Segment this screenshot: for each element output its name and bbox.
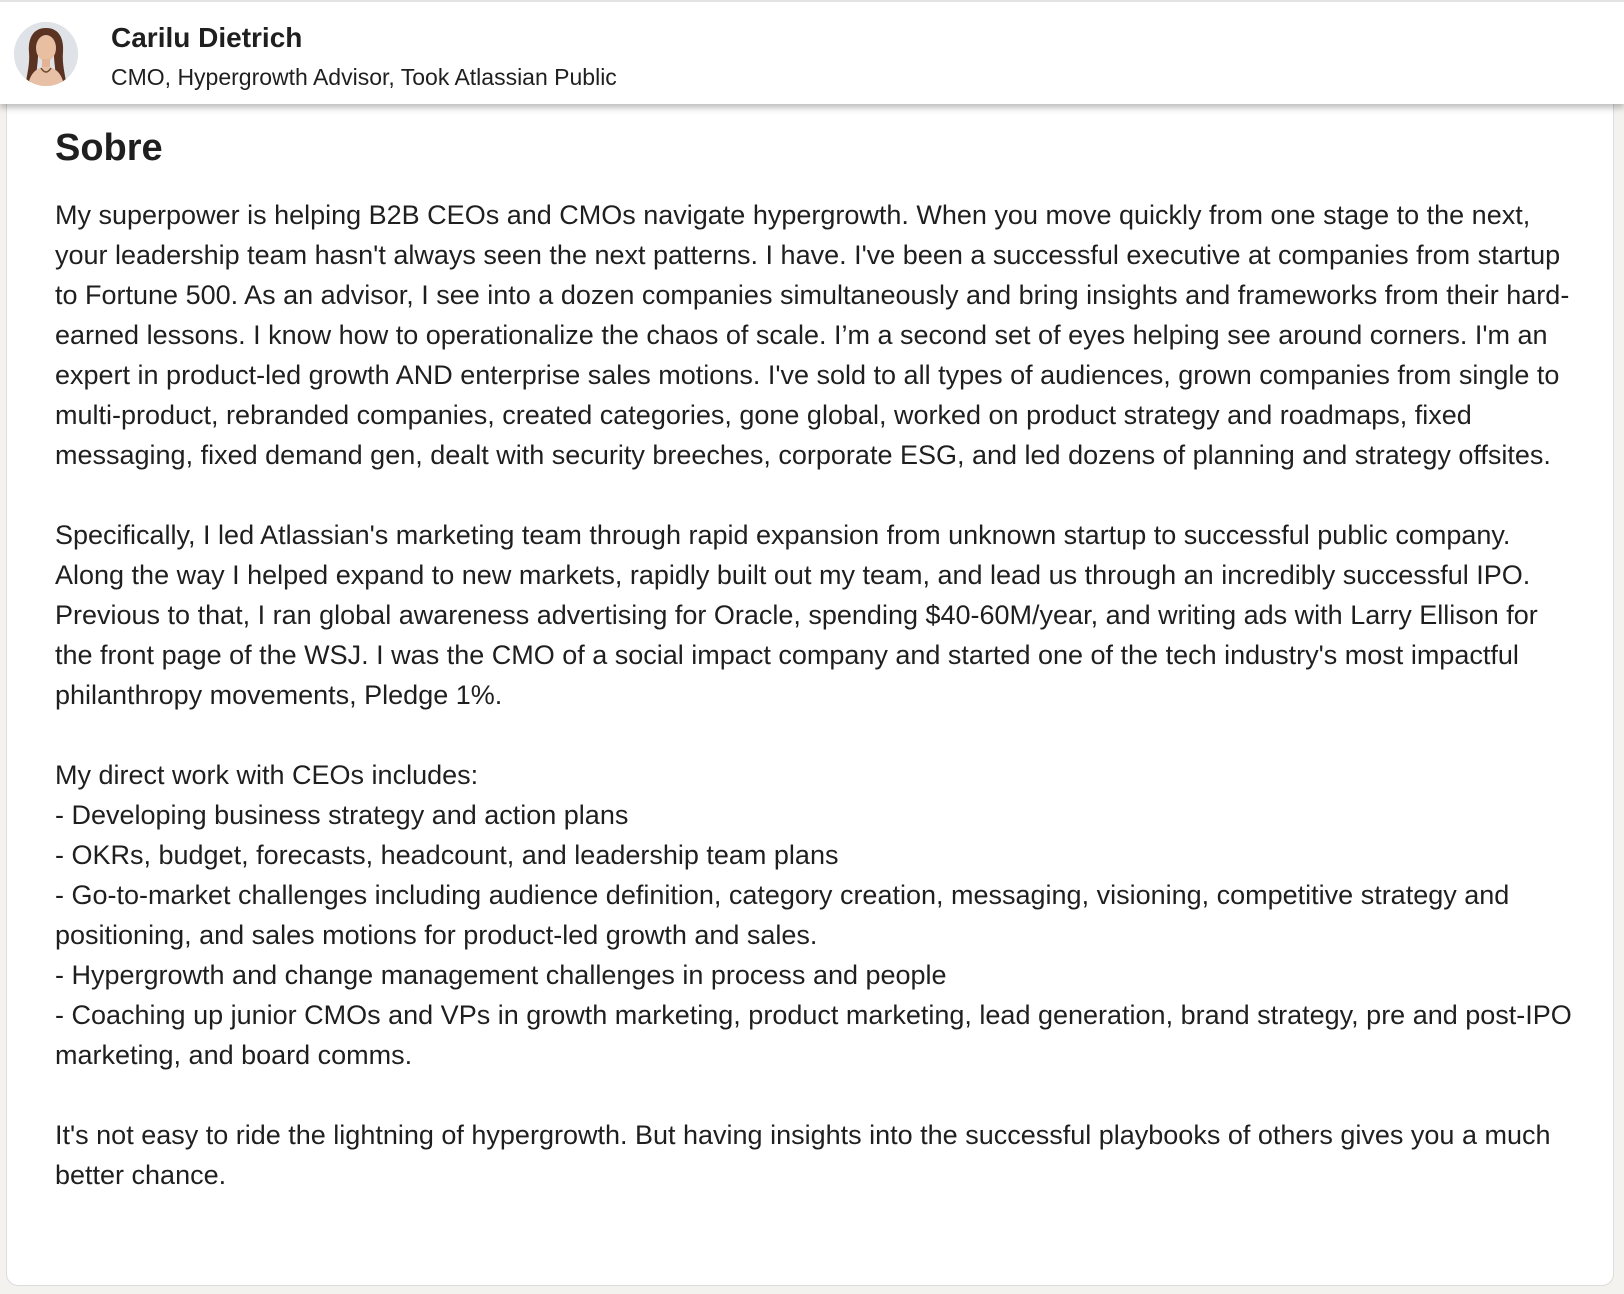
about-text: My superpower is helping B2B CEOs and CMOs navigate hypergrowth. When you move quickly from one stage to the next, your leadership team hasn't always seen the next patterns. I have. I've been a successful executive at companies from startup to Fortune 500. As an advisor, I see into a dozen companies simultaneously and bring insights and frameworks from their hard-earned lessons. I know how to operationalize the chaos of scale. I’m a second set of eyes helping see around corners. I'm an expert in product-led growth AND enterprise sales motions. I've sold to all types of audiences, grown companies from single to multi-product, rebranded companies, created categories, gone global, worked on product strategy and roadmaps, fixed messaging, fixed demand gen, dealt with security breeches, corporate ESG, and led dozens of planning and strategy offsites. Specifically, I led Atlassian's marketing team through rapid expansion from unknown startup to successful public company. Along the way I helped expand to new markets, rapidly built out my team, and lead us through an incredibly successful IPO. Previous to that, I ran global awareness advertising for Oracle, spending $40-60M/year, and writing ads with Larry Ellison for the front page of the WSJ. I was the CMO of a social impact company and started one of the tech industry's most impactful philanthropy movements, Pledge 1%. My direct work with CEOs includes: - Developing business strategy and action plans - OKRs, budget, forecasts, headcount, and leadership team plans - Go-to-market challenges including audience definition, category creation, messaging, visioning, competitive strategy and positioning, and sales motions for product-led growth and sales. - Hypergrowth and change management challenges in process and people - Coaching up junior CMOs and VPs in growth marketing, product marketing, lead generation, brand strategy, pre and post-IPO marketing, and board comms. It's not easy to ride the lightning of hypergrowth. But having insights into the successful playbooks of others gives you a much better chance. (55, 200, 1572, 1190)
about-section (6, 60, 1614, 1286)
avatar[interactable] (14, 22, 78, 86)
profile-name[interactable]: Carilu Dietrich (111, 22, 303, 53)
about-title: Sobre (55, 127, 163, 169)
sticky-profile-header (0, 0, 1624, 104)
profile-headline: CMO, Hypergrowth Advisor, Took Atlassian Public (111, 64, 617, 90)
person-photo-icon (14, 22, 78, 86)
